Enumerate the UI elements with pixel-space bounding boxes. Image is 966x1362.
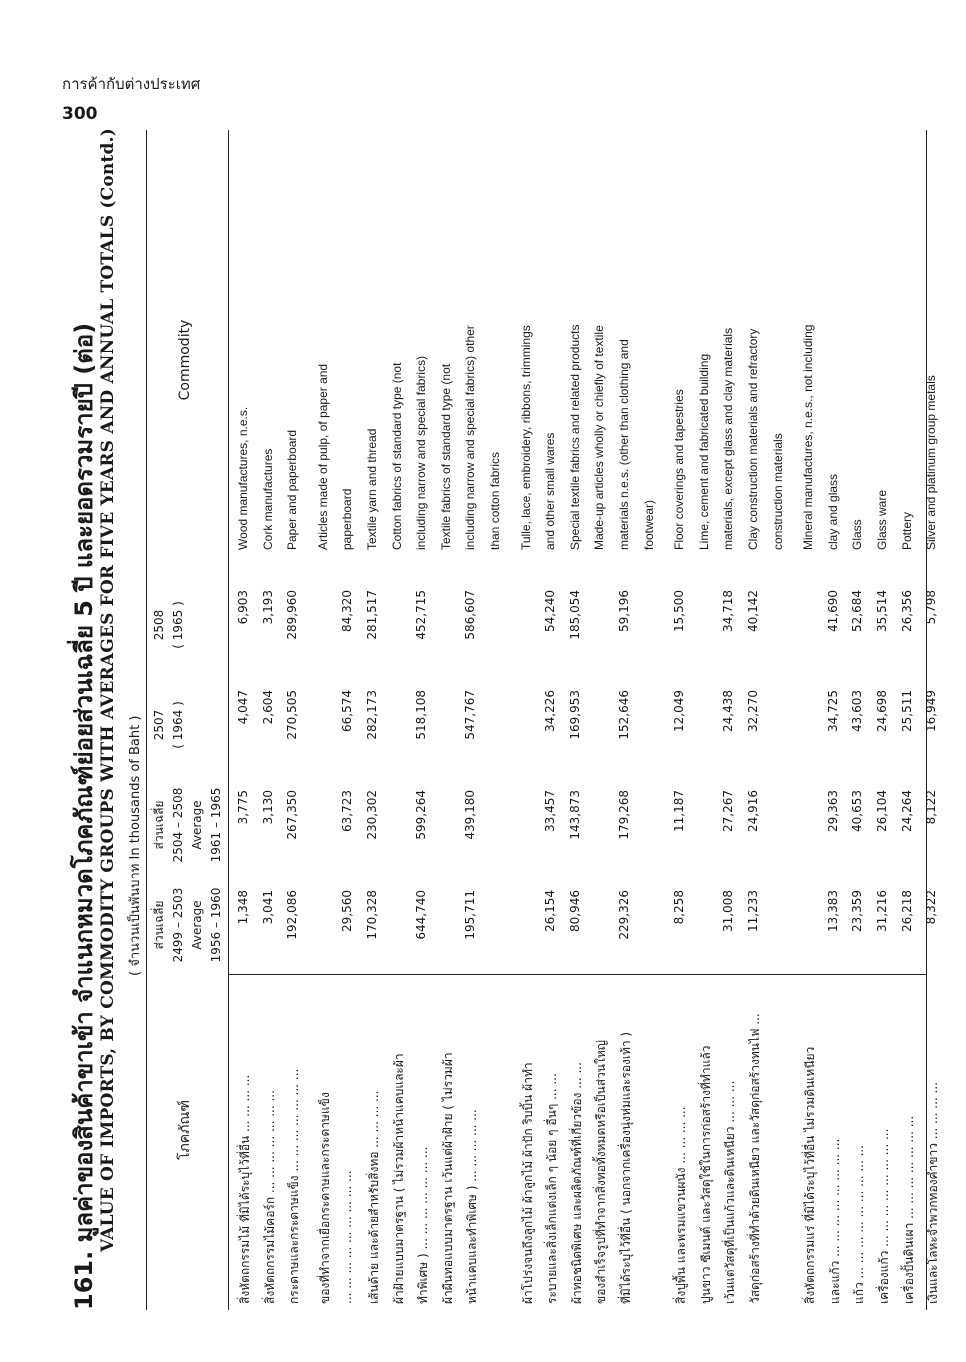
english-commodity-cell: Glass ware [875, 489, 889, 550]
english-commodity-cell: Mineral manufactures, n.e.s., not including [801, 324, 816, 550]
avg-1961-1965-cell: 8,122 [924, 790, 939, 825]
value-1964-cell: 43,603 [850, 690, 865, 732]
table-row [801, 130, 821, 1310]
col2-line4: 1961 – 1965 [209, 787, 223, 863]
avg-1956-1960-cell: 11,233 [746, 890, 760, 932]
avg-1961-1965-cell: 3,775 [236, 790, 250, 825]
avg-1956-1960-cell: 170,328 [365, 890, 379, 940]
value-1965-cell: 41,690 [825, 590, 840, 632]
value-1964-cell: 547,767 [463, 690, 478, 740]
value-1964-cell: 2,604 [260, 690, 275, 725]
table-row [543, 130, 563, 1310]
value-1965-cell: 289,960 [285, 590, 300, 640]
thai-commodity-cell: เงินและโลหะจำพวกทองคำขาว ... ... ... ... [926, 1082, 941, 1304]
avg-1956-1960-cell: 8,258 [672, 890, 687, 925]
avg-1956-1960-cell: 31,008 [721, 890, 736, 932]
value-1964-cell: 66,574 [340, 690, 355, 732]
english-commodity-cell: Cotton fabrics of standard type (not [389, 362, 404, 550]
value-1965-cell: 185,054 [567, 590, 582, 640]
col2-line3: Average [190, 800, 204, 850]
english-commodity-cell: Cork manufactures [260, 448, 275, 550]
table-row [875, 130, 895, 1310]
avg-1956-1960-cell: 1,348 [236, 890, 250, 925]
table-row [390, 130, 410, 1310]
english-commodity-cell: Textile fabrics of standard type (not [438, 363, 453, 550]
english-commodity-cell: construction materials [770, 433, 785, 550]
table-row [463, 130, 483, 1310]
english-commodity-cell: Articles made of pulp, of paper and [315, 363, 330, 550]
avg-1956-1960-cell: 229,326 [617, 890, 631, 940]
table-row [642, 130, 662, 1310]
value-1965-cell: 26,356 [899, 590, 914, 632]
value-1965-cell: 59,196 [617, 590, 631, 632]
avg-1961-1965-cell: 63,723 [340, 790, 355, 832]
avg-1956-1960-cell: 3,041 [260, 890, 275, 925]
col4-line2: 2508 [152, 609, 166, 641]
thai-commodity-cell: ของที่ทำจากเยื่อกระดาษและกระดาษแข็ง [317, 1092, 332, 1304]
value-1965-cell: 452,715 [414, 590, 429, 640]
english-commodity-cell: Paper and paperboard [285, 429, 300, 550]
thai-commodity-cell: แก้ว ... ... ... ... ... ... ... ... ... [852, 1144, 867, 1304]
thai-commodity-cell: เครื่องแก้ว ... ... ... ... ... ... ... ... [877, 1128, 891, 1304]
avg-1961-1965-cell: 40,653 [850, 790, 865, 832]
unit-note: ( จำนวนเป็นพันบาท In thousands of Baht ) [128, 715, 143, 976]
value-1965-cell: 15,500 [672, 590, 687, 632]
table-title-english: VALUE OF IMPORTS, BY COMMODITY GROUPS WITH AVERAGES FOR FIVE YEARS AND ANNUAL TOTALS (Contd.) [98, 128, 118, 1252]
col1-line3: Average [190, 900, 204, 950]
english-commodity-cell: materials n.e.s. (other than clothing and [617, 339, 631, 550]
avg-1961-1965-cell: 33,457 [543, 790, 558, 832]
avg-1961-1965-cell: 599,264 [414, 790, 429, 840]
col3-line3: ( 1964 ) [171, 701, 185, 749]
thai-commodity-cell: หน้าแคบและทำพิเศษ ) ... ... ... ... ... [465, 1109, 480, 1304]
english-commodity-cell: Glass [850, 519, 865, 550]
value-1965-cell: 35,514 [875, 590, 889, 632]
english-commodity-cell: Floor coverings and tapestries [672, 389, 687, 550]
avg-1961-1965-cell: 24,916 [746, 790, 760, 832]
avg-1961-1965-cell: 26,104 [875, 790, 889, 832]
english-commodity-cell: Silver and platinum group metals [924, 375, 939, 550]
value-1965-cell: 3,193 [260, 590, 275, 625]
thai-commodity-cell: เว้นแต่วัสดุที่เป็นแก้วและดินเหนียว ... ... ... [723, 1080, 738, 1304]
table-row [414, 130, 434, 1310]
table-row [365, 130, 385, 1310]
column-header-1964 [150, 680, 188, 770]
table-row [746, 130, 766, 1310]
table-row [340, 130, 360, 1310]
thai-commodity-cell: ... ... ... ... ... ... ... ... ... [340, 1170, 355, 1304]
english-commodity-cell: Wood manufactures, n.e.s. [236, 406, 250, 550]
thai-commodity-cell: ปูนขาว ซีเมนต์ และวัสดุใช้ในการก่อสร้างที่ทำแล้ว [698, 1045, 713, 1304]
thai-commodity-cell: ผ้าทอชนิดพิเศษ และผลิตภัณฑ์ที่เกี่ยวข้อง ... ... [569, 1062, 584, 1304]
avg-1961-1965-cell: 267,350 [285, 790, 300, 840]
value-1964-cell: 282,173 [365, 690, 379, 740]
value-1964-cell: 12,049 [672, 690, 687, 732]
table-row [721, 130, 741, 1310]
thai-commodity-cell: ที่มิได้ระบุไว้ที่อื่น ( นอกจากเครื่องนุ่งห่มและรองเท้า ) [619, 1031, 633, 1304]
thai-commodity-cell: สิ่งปูพื้น และพรมแขวนผนัง ... ... ... ... [674, 1106, 689, 1304]
value-1965-cell: 5,798 [924, 590, 939, 625]
thai-commodity-cell: ผ้าผืนทอแบบมาตรฐาน เว้นแต่ผ้าฝ้าย ( ไม่รวมผ้า [440, 1052, 455, 1304]
english-commodity-cell: footwear) [641, 499, 656, 550]
value-1964-cell: 169,953 [567, 690, 582, 740]
value-1964-cell: 24,698 [875, 690, 889, 732]
table-row [439, 130, 459, 1310]
col1-line2: 2499 – 2503 [171, 887, 185, 963]
english-commodity-cell: including narrow and special fabrics) [414, 355, 429, 550]
avg-1956-1960-cell: 31,216 [875, 890, 889, 932]
value-1964-cell: 270,505 [285, 690, 300, 740]
value-1965-cell: 40,142 [746, 590, 760, 632]
thai-commodity-cell: ระบายและสิ่งเล็กแต่งเล็ก ๆ น้อย ๆ อื่นๆ ... ... [545, 1073, 560, 1304]
table-row [568, 130, 588, 1310]
english-commodity-cell: than cotton fabrics [488, 451, 502, 550]
value-1964-cell: 24,438 [721, 690, 736, 732]
english-commodity-cell: clay and glass [825, 473, 840, 550]
avg-1961-1965-cell: 143,873 [567, 790, 582, 840]
col1-line1: ส่วนเฉลี่ย [152, 900, 166, 950]
table-row [236, 130, 256, 1310]
value-1965-cell: 281,517 [365, 590, 379, 640]
avg-1961-1965-cell: 11,187 [672, 790, 687, 832]
thai-commodity-cell: ผ้าฝ้ายแบบมาตรฐาน ( ไม่รวมผ้าหน้าแคบและผ้า [391, 1053, 406, 1304]
english-commodity-cell: Clay construction materials and refractory [746, 328, 760, 550]
col1-line4: 1956 – 1960 [209, 887, 223, 963]
value-1964-cell: 16,949 [924, 690, 939, 732]
table-row [285, 130, 305, 1310]
value-1964-cell: 25,511 [899, 690, 914, 732]
value-1964-cell: 34,226 [543, 690, 558, 732]
header-rule [228, 130, 229, 1310]
top-rule [146, 130, 147, 1310]
avg-1961-1965-cell: 230,302 [365, 790, 379, 840]
english-commodity-cell: materials, except glass and clay materials [721, 327, 736, 550]
table-row [261, 130, 281, 1310]
table-row [900, 130, 920, 1310]
avg-1956-1960-cell: 80,946 [567, 890, 582, 932]
column-header-avg-1961-1965 [150, 780, 226, 870]
thai-commodity-cell: ทำพิเศษ ) ... ... ... ... ... ... ... [416, 1146, 431, 1304]
english-commodity-cell: Textile yarn and thread [365, 428, 379, 550]
avg-1956-1960-cell: 26,218 [899, 890, 914, 932]
table-row [826, 130, 846, 1310]
table-title-thai: 161. มูลค่าของสินค้าขาเข้า จำแนกหมวดโภคภัณฑ์ย่อยส่วนเฉลี่ย 5 ปี และยอดรวมรายปี (ต่อ) [70, 322, 98, 1310]
avg-1956-1960-cell: 644,740 [414, 890, 429, 940]
column-header-avg-1956-1960 [150, 880, 226, 970]
avg-1956-1960-cell: 195,711 [463, 890, 478, 940]
avg-1956-1960-cell: 192,086 [285, 890, 300, 940]
column-header-commodity: Commodity [177, 319, 193, 401]
col4-line3: ( 1965 ) [171, 601, 185, 649]
english-commodity-cell: Lime, cement and fabricated building [696, 353, 711, 550]
avg-1956-1960-cell: 26,154 [543, 890, 558, 932]
thai-commodity-cell: สิ่งหัตถกรรมไม้ ที่มิได้ระบุไว้ที่อื่น ... ... ... ... [238, 1074, 252, 1304]
column-header-thai-commodity: โภคภัณฑ์ [177, 1100, 193, 1160]
thai-commodity-cell: กระดาษและกระดาษแข็ง ... ... ... ... ... ... ... [287, 1068, 302, 1304]
table-row [617, 130, 637, 1310]
english-commodity-cell: Special textile fabrics and related products [567, 324, 582, 550]
english-commodity-cell: Tulle, lace, embroidery, ribbons, trimmings [518, 325, 533, 550]
avg-1956-1960-cell: 13,383 [825, 890, 840, 932]
thai-commodity-cell: วัสดุก่อสร้างที่ทำด้วยดินเหนียว และวัสดุก่อสร้างทนไฟ ... [748, 1013, 762, 1304]
avg-1961-1965-cell: 24,264 [899, 790, 914, 832]
col2-line1: ส่วนเฉลี่ย [152, 800, 166, 850]
table-row [697, 130, 717, 1310]
value-1964-cell: 4,047 [236, 690, 250, 725]
value-1965-cell: 586,607 [463, 590, 478, 640]
thai-commodity-cell: และแก้ว ... ... ... ... ... ... ... ... [827, 1138, 842, 1304]
avg-1956-1960-cell: 23,359 [850, 890, 865, 932]
avg-1961-1965-cell: 439,180 [463, 790, 478, 840]
table-row [316, 130, 336, 1310]
value-1965-cell: 52,684 [850, 590, 865, 632]
english-commodity-cell: and other small wares [543, 432, 558, 550]
col3-line2: 2507 [152, 709, 166, 741]
rotated-table-sheet [60, 128, 941, 1310]
value-1964-cell: 32,270 [746, 690, 760, 732]
table-row [771, 130, 791, 1310]
value-1964-cell: 152,646 [617, 690, 631, 740]
table-row [850, 130, 870, 1310]
col2-line2: 2504 – 2508 [171, 787, 185, 863]
thai-commodity-cell: เส้นด้าย และด้ายสำหรับสิ่งทอ ... ... ... ... [367, 1090, 381, 1304]
value-1964-cell: 34,725 [825, 690, 840, 732]
page-number: 300 [62, 104, 98, 124]
avg-1961-1965-cell: 179,268 [617, 790, 631, 840]
english-commodity-cell: paperboard [340, 488, 355, 550]
table-row [519, 130, 539, 1310]
avg-1956-1960-cell: 29,560 [340, 890, 355, 932]
avg-1961-1965-cell: 27,267 [721, 790, 736, 832]
thai-commodity-cell: สิ่งหัตถกรรมแร่ ที่มิได้ระบุไว้ที่อื่น ไม่รวมดินเหนียว [803, 1046, 818, 1304]
avg-1961-1965-cell: 3,130 [260, 790, 275, 825]
thai-commodity-cell: ของสำเร็จรูปที่ทำจากสิ่งทอทั้งหมดหรือเป็นส่วนใหญ่ [594, 1040, 609, 1304]
value-1965-cell: 84,320 [340, 590, 355, 632]
table-row [672, 130, 692, 1310]
value-1965-cell: 34,718 [721, 590, 736, 632]
thai-commodity-cell: เครื่องปั้นดินเผา ... ... ... ... ... ... ... [901, 1115, 916, 1304]
table-row [488, 130, 508, 1310]
table-row [924, 130, 944, 1310]
value-1965-cell: 6,903 [236, 590, 250, 625]
table-row [592, 130, 612, 1310]
thai-commodity-cell: สิ่งหัตถกรรมไม้คอร์ก ... ... ... ... ... ... ... [262, 1090, 277, 1304]
value-1965-cell: 54,240 [543, 590, 558, 632]
avg-1956-1960-cell: 8,322 [924, 890, 939, 925]
english-commodity-cell: Pottery [899, 511, 914, 550]
thai-commodity-cell: ผ้าโปร่งจนถึงลูกไม้ ผ้าลูกไม้ ผ้าปัก ริบบิ้น ผ้าทำ [520, 1062, 535, 1304]
english-commodity-cell: Made-up articles wholly or chiefly of textile [592, 325, 607, 550]
running-head: การค้ากับต่างประเทศ [62, 75, 201, 93]
column-header-1965 [150, 580, 188, 670]
value-1964-cell: 518,108 [414, 690, 429, 740]
english-commodity-cell: including narrow and special fabrics) other [463, 325, 478, 550]
avg-1961-1965-cell: 29,363 [825, 790, 840, 832]
